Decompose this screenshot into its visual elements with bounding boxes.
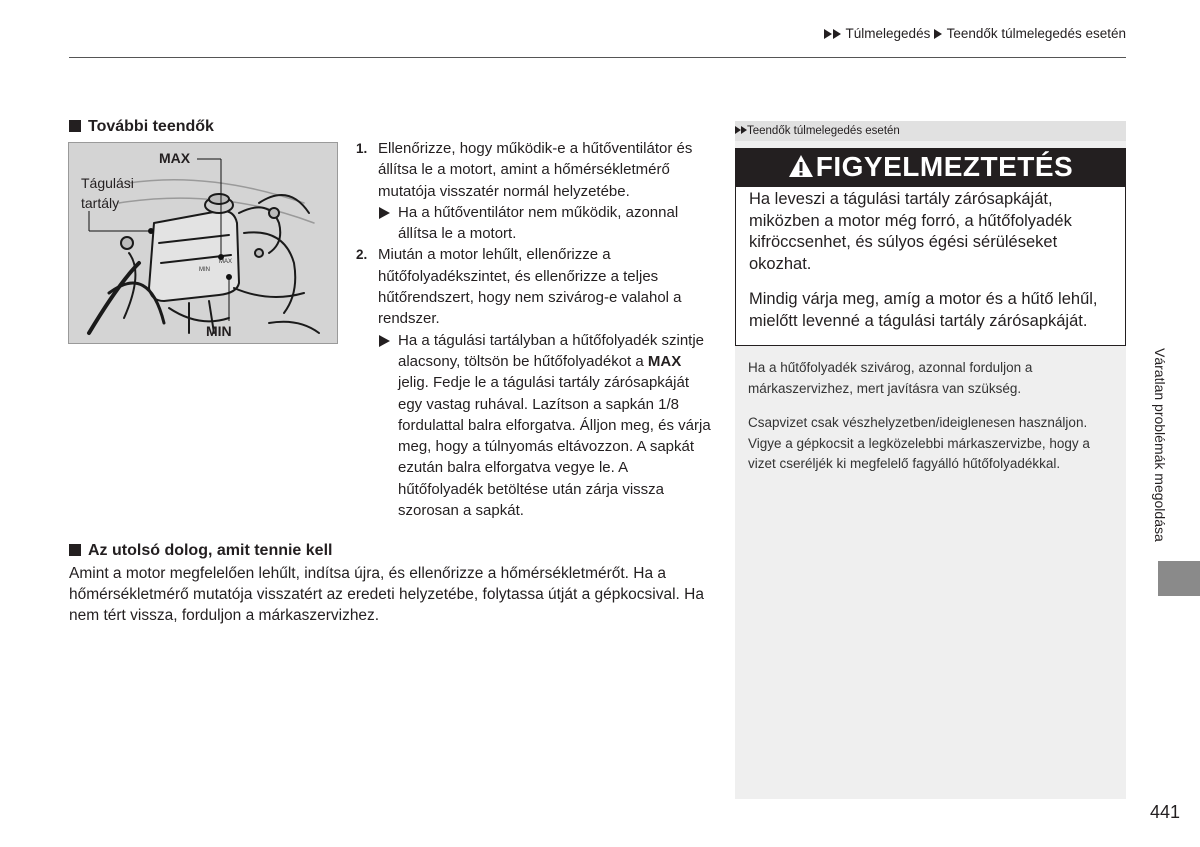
arrow-right-icon — [824, 29, 832, 39]
warning-box — [735, 186, 1126, 346]
square-bullet-icon — [69, 120, 81, 132]
engine-bay-illustration — [68, 142, 338, 344]
svg-text:MAX: MAX — [219, 259, 233, 265]
max-mark-term: MAX — [647, 352, 682, 370]
sidebar-note: Csapvizet csak vészhelyzetben/ideiglenesen használjon. Vigye a gépkocsit a legközelebbi márkaszervizbe, hogy a vizet cseréljék ki megfelelő fagyálló hűtőfolyadékkal. — [748, 415, 1090, 471]
step-number: 2. — [356, 247, 368, 263]
warning-triangle-icon — [788, 154, 814, 178]
step-sub-item — [378, 202, 716, 245]
section-body: Amint a motor megfelelően lehűlt, indítsa újra, és ellenőrizze a hőmérsékletmérőt. Ha a hőmérsékletmérő mutatója visszatért az eredeti helyzetébe, folytassa útját a gépkocsival. Ha nem tért vissza, forduljon a márkaszervizhez. — [69, 565, 704, 624]
breadcrumb-item-current: Teendők túlmelegedés esetén — [946, 26, 1126, 41]
sidebar-header — [735, 121, 1126, 141]
warning-title: FIGYELMEZTETÉS — [815, 151, 1074, 182]
warning-paragraph: Ha leveszi a tágulási tartály zárósapkáját, miközben a motor még forró, a hűtőfolyadék kifröccsenhet, és súlyos égési sérüléseket okozhat. — [749, 190, 1072, 273]
breadcrumb — [800, 26, 1126, 41]
sidebar-note-list — [748, 358, 1118, 489]
label-expansion-tank-line2: tartály — [81, 195, 120, 211]
label-expansion-tank-line1: Tágulási — [81, 175, 134, 191]
step-item — [356, 138, 716, 244]
section-final-step — [69, 542, 709, 626]
step-sub-text — [398, 332, 711, 519]
steps-list — [356, 138, 716, 521]
step-sub-item — [378, 330, 716, 522]
section-title: További teendők — [88, 118, 214, 135]
arrow-right-icon — [833, 29, 841, 39]
chapter-tab-label: Váratlan problémák megoldása — [1152, 348, 1168, 542]
sub-text-part: Ha a tágulási tartályban a hűtőfolyadék szintje alacsony, töltsön be hűtőfolyadékot a — [398, 331, 705, 370]
arrow-right-icon — [934, 29, 942, 39]
breadcrumb-item-overheating[interactable]: Túlmelegedés — [845, 26, 931, 41]
arrow-right-icon — [379, 207, 390, 219]
step-text: Miután a motor lehűlt, ellenőrizze a hűtőfolyadékszintet, és ellenőrizze a teljes hűtőrendszert, hogy nem szivárog-e valahol a rendszer. — [378, 246, 682, 328]
step-item — [356, 244, 716, 521]
chapter-tab-marker[interactable] — [1158, 561, 1200, 596]
header-divider — [69, 57, 1126, 58]
step-text: Ellenőrizze, hogy működik-e a hűtőventilátor és állítsa le a motort, amint a hőmérsékletmérő mutatója visszatér normál helyzetébe. — [378, 140, 693, 200]
label-min: MIN — [206, 323, 232, 339]
step-number: 1. — [356, 141, 368, 156]
page-number: 441 — [1149, 802, 1180, 822]
sidebar-note: Ha a hűtőfolyadék szivárog, azonnal forduljon a márkaszervizhez, mert javításra van szükség. — [748, 360, 1033, 396]
section-heading-further-steps — [69, 118, 214, 136]
warning-paragraph: Mindig várja meg, amíg a motor és a hűtő lehűl, mielőtt levenné a tágulási tartály zárósapkáját. — [749, 290, 1098, 330]
section-heading-final — [69, 542, 709, 560]
section-title: Az utolsó dolog, amit tennie kell — [88, 542, 333, 559]
arrow-right-icon — [379, 335, 390, 347]
svg-text:MIN: MIN — [199, 267, 210, 273]
sub-text-part: jelig. Fedje le a tágulási tartály zárósapkáját egy vastag ruhával. Lazítson a sapkán 1/8 fordulattal balra elforgatva. Álljon meg, és várja meg, hogy a túlnyomás eltávozzon. A sapkát ezután balra elforgatva vegye le. A hűtőfolyadék betöltése után zárja vissza szorosan a sapkát. — [398, 374, 711, 520]
warning-banner — [735, 148, 1126, 186]
label-max: MAX — [159, 150, 191, 166]
sidebar-notes — [735, 121, 1126, 799]
square-bullet-icon — [69, 544, 81, 556]
step-sub-text: Ha a hűtőventilátor nem működik, azonnal állítsa le a motort. — [398, 203, 679, 243]
sidebar-header-text: Teendők túlmelegedés esetén — [747, 125, 900, 137]
